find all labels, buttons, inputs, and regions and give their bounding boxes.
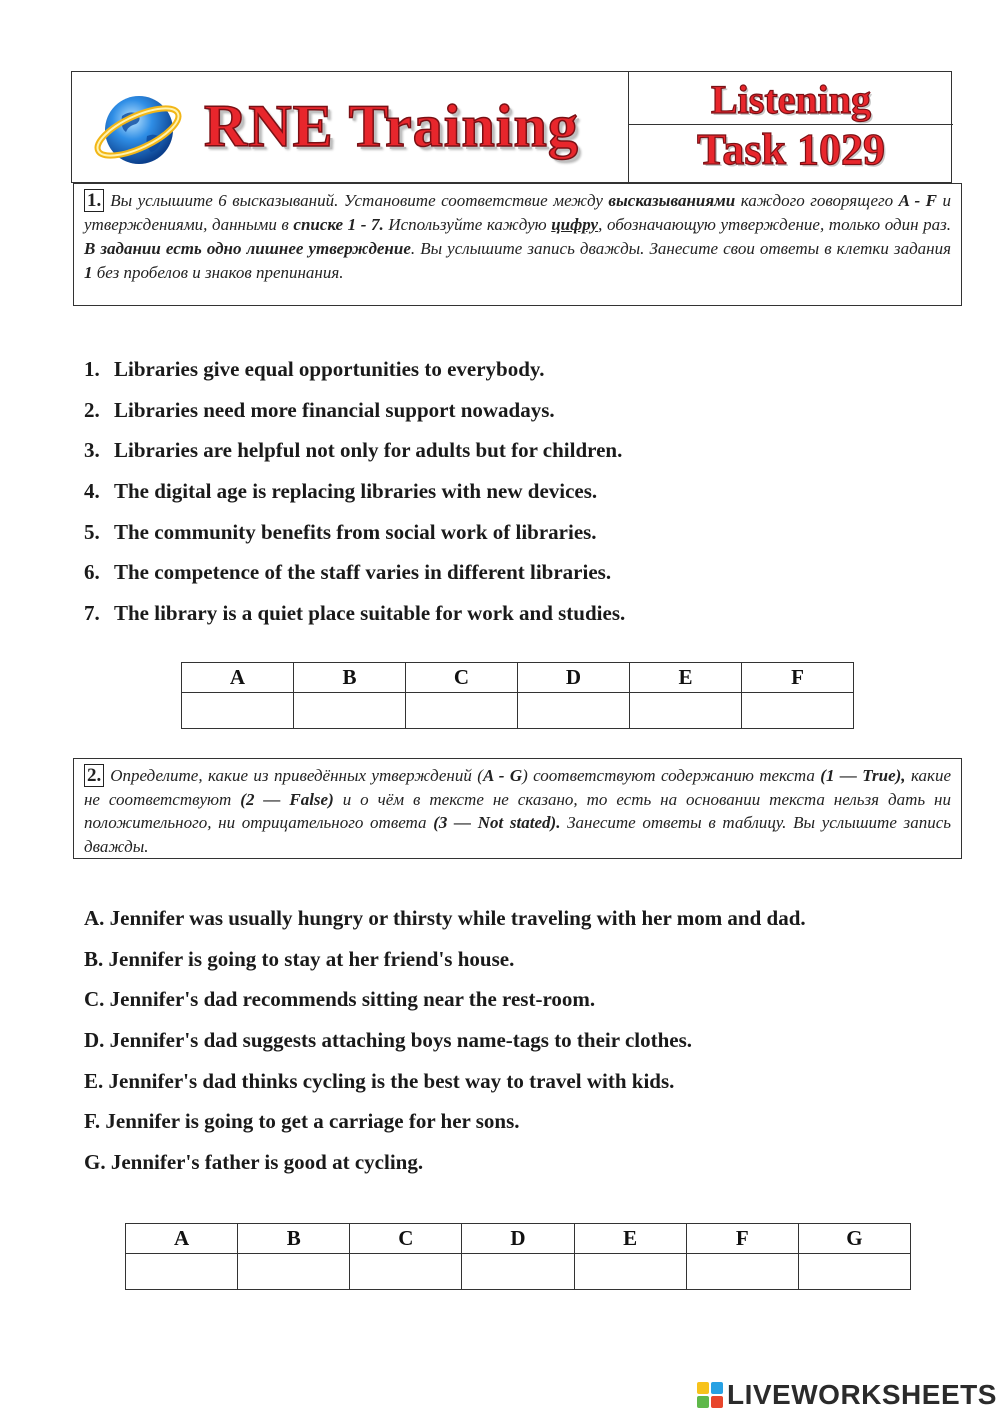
list-item: D. Jennifer's dad suggests attaching boys name-tags to their clothes. [84,1028,693,1053]
instr-text: Вы услышите 6 высказываний. Установите соответствие между [110,191,609,210]
item-number: 2. [84,397,100,422]
list-item [84,471,625,512]
column-header: D [517,663,629,693]
instr-bold: В задании есть одно лишнее утверждение [84,239,411,258]
answer-cell-d[interactable] [517,693,629,729]
section-label: Listening [710,77,872,122]
item-number: 6. [84,560,100,585]
instr-text: Определите, какие из приведённых утверждений ( [110,766,483,785]
task1-statement-list [84,349,625,634]
item-text: Libraries give equal opportunities to everybody. [114,357,545,381]
instr-text: ) соответствуют содержанию текста [522,766,821,785]
instr-bold: (3 — Not stated). [433,813,561,832]
instr-bold: A - G [482,766,523,785]
instr-text: каждого говорящего [735,191,899,210]
liveworksheets-logo[interactable] [697,1378,997,1412]
task2-number: 2. [84,764,104,787]
answer-cell-e[interactable] [574,1254,686,1290]
instr-bold: (1 — True), [820,766,906,785]
list-item [84,430,625,471]
answer-cell-b[interactable] [294,693,406,729]
instr-text: и о чём в тексте не сказано, то есть на основании текста нельзя дать ни положительного, ни отрицательного ответа [84,789,951,832]
globe-logo-icon [92,86,184,172]
list-item: B. Jennifer is going to stay at her friend's house. [84,946,515,971]
liveworksheets-text: LIVEWORKSHEETS [727,1379,997,1410]
list-item [84,552,625,593]
column-header: F [741,663,853,693]
instr-bold: A - F [898,191,938,210]
task2-instruction [73,758,962,859]
list-item [84,390,625,431]
column-header: F [686,1224,798,1254]
brand-title: RNE Training [204,93,579,159]
answer-cell-a[interactable] [126,1254,238,1290]
instr-bold: высказываниями [608,191,736,210]
column-header: E [574,1224,686,1254]
instr-bold: (2 — False) [240,789,334,809]
item-text: Libraries need more financial support nowadays. [114,397,555,422]
worksheet-header [71,71,952,183]
list-item: E. Jennifer's dad thinks cycling is the best way to travel with kids. [84,1068,675,1093]
task2-answer-table [125,1223,911,1290]
task-number-label: Task 1029 [697,125,885,174]
answer-cell-f[interactable] [686,1254,798,1290]
column-header: C [405,663,517,693]
item-text: The competence of the staff varies in different libraries. [114,560,612,585]
column-header: B [294,663,406,693]
table-header-row [126,1224,911,1254]
column-header: C [350,1224,462,1254]
column-header: B [238,1224,350,1254]
list-item [84,349,625,390]
item-text: Libraries are helpful not only for adults but for children. [114,438,623,463]
item-number: 3. [84,438,100,463]
instr-text: без пробелов и знаков препинания. [92,263,344,282]
answer-cell-a[interactable] [182,693,294,729]
list-item: G. Jennifer's father is good at cycling. [84,1150,424,1175]
column-header: G [798,1224,910,1254]
instr-bold: 1 [84,263,93,282]
task1-number: 1. [84,189,104,212]
instr-text: , обозначающую утверждение, только один раз. [598,215,951,234]
answer-cell-c[interactable] [405,693,517,729]
column-header: E [629,663,741,693]
instr-bold: списке 1 - 7. [293,215,384,234]
task1-answer-table [181,662,854,729]
item-number: 1. [84,357,100,381]
list-item [84,593,625,634]
answer-cell-g[interactable] [798,1254,910,1290]
list-item: A. Jennifer was usually hungry or thirsty while traveling with her mom and dad. [84,906,806,930]
item-number: 7. [84,601,100,626]
column-header: A [182,663,294,693]
item-text: The community benefits from social work of libraries. [114,519,597,544]
answer-cell-f[interactable] [741,693,853,729]
list-item: C. Jennifer's dad recommends sitting near the rest-room. [84,987,596,1012]
table-header-row [182,663,854,693]
item-number: 4. [84,479,100,504]
answer-cell-c[interactable] [350,1254,462,1290]
column-header: A [126,1224,238,1254]
item-number: 5. [84,519,100,544]
instr-text: Занесите ответы в таблицу. Вы услышите запись дважды. [84,813,951,856]
instr-text: какие не соответствуют [84,766,951,809]
column-header: D [462,1224,574,1254]
list-item: F. Jennifer is going to get a carriage for her sons. [84,1109,520,1134]
liveworksheets-icon [697,1382,723,1408]
list-item [84,512,625,553]
answer-cell-e[interactable] [629,693,741,729]
answer-row [182,693,854,729]
item-text: The library is a quiet place suitable for work and studies. [114,601,626,626]
instr-text: и утверждениями, данными в [84,191,951,234]
task1-instruction [73,183,962,306]
answer-cell-d[interactable] [462,1254,574,1290]
answer-cell-b[interactable] [238,1254,350,1290]
instr-text: . Вы услышите запись дважды. Занесите свои ответы в клетки задания [410,239,951,258]
instr-bold-underline: цифру [551,215,599,234]
answer-row [126,1254,911,1290]
task2-statement-list [84,898,806,1183]
instr-text: Используйте каждую [383,215,552,234]
item-text: The digital age is replacing libraries with new devices. [114,479,598,504]
